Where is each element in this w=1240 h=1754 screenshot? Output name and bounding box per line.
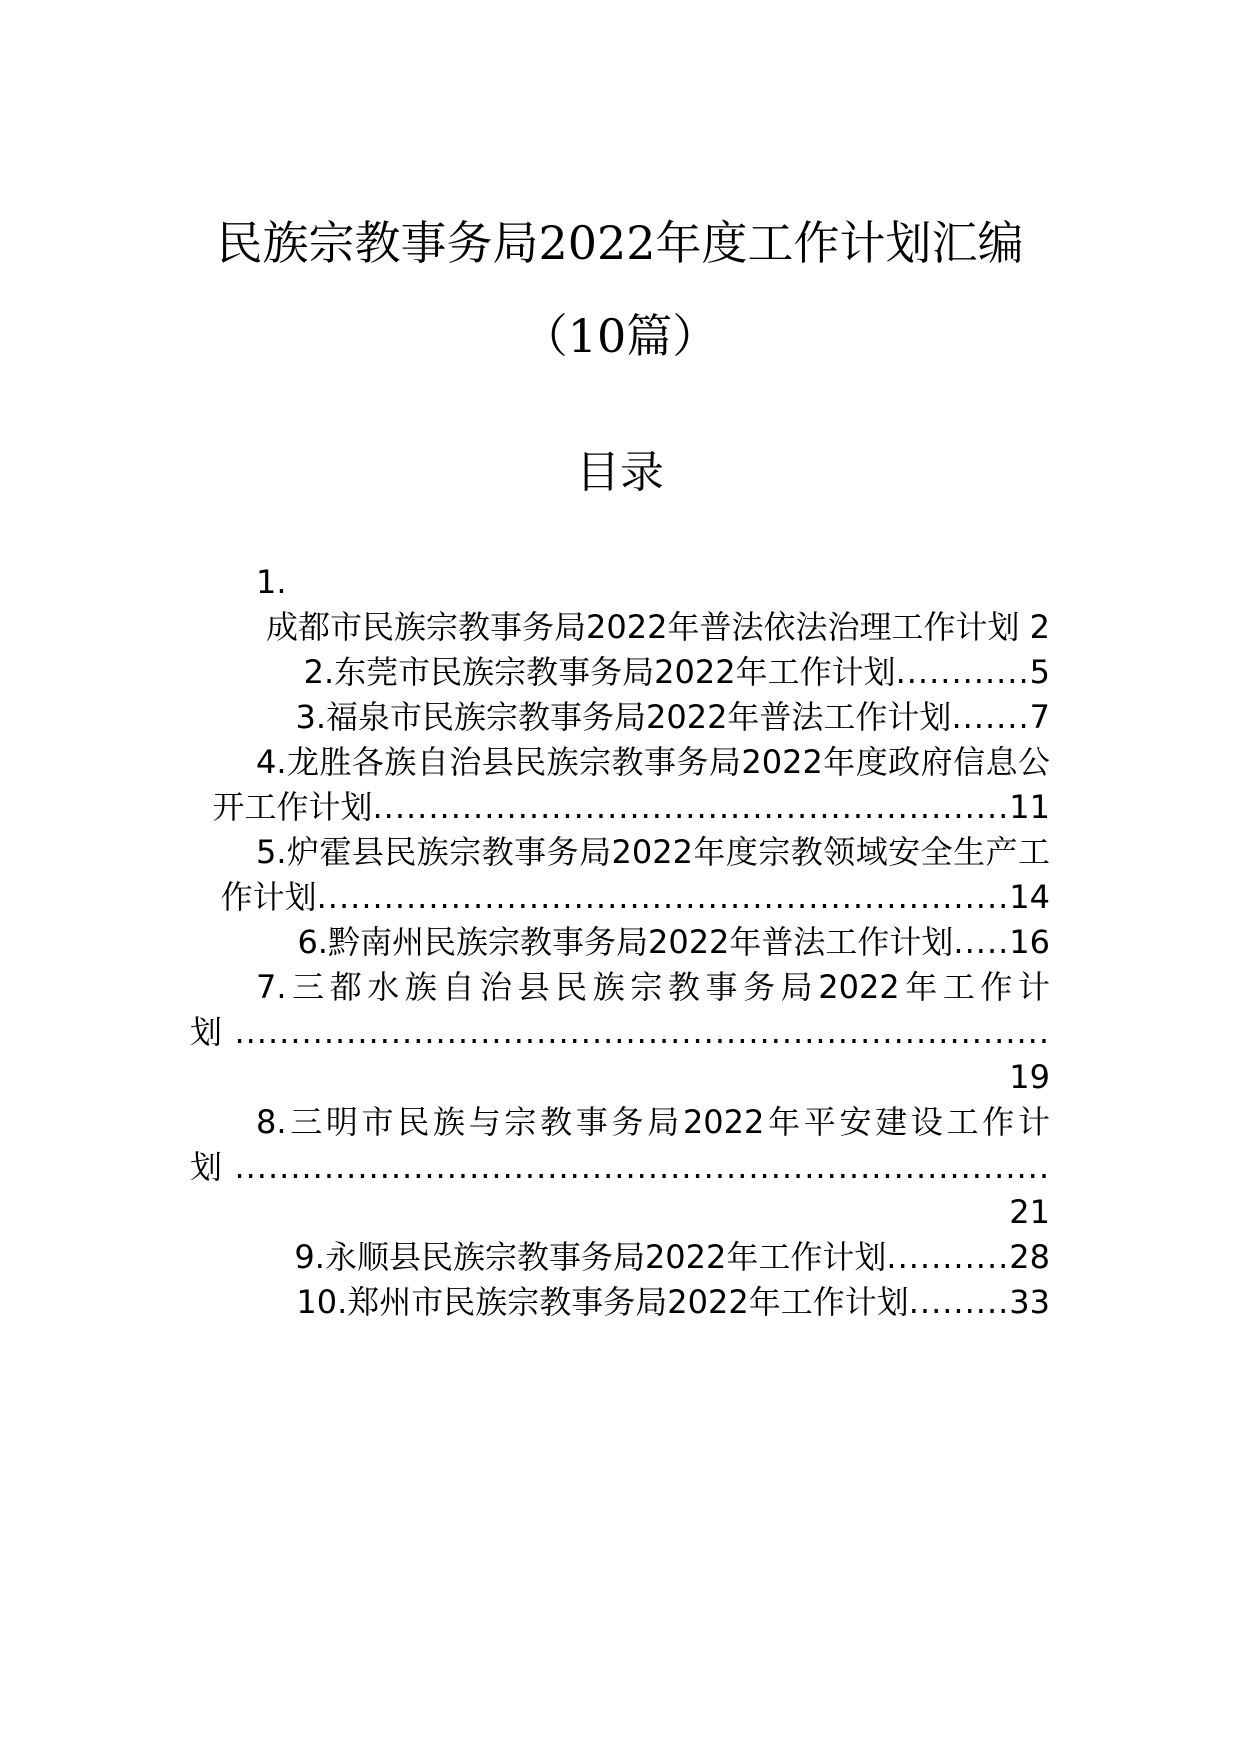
toc-entry-page: 33 (1009, 1283, 1050, 1321)
toc-heading: 目录 (576, 447, 664, 498)
toc-entry-10[interactable] (190, 1280, 1050, 1325)
toc-entry-number: 2. (303, 653, 335, 691)
toc-entry-page: 28 (1009, 1238, 1050, 1276)
toc-entry-dots: .............................................................. (316, 878, 1010, 916)
toc-entry-3[interactable] (190, 695, 1050, 740)
toc-entry-dots: ..... (953, 923, 1010, 961)
toc-entry-page: 7 (1029, 698, 1050, 736)
toc-entry-number: 8. (256, 1103, 287, 1141)
toc-entry-2[interactable] (190, 650, 1050, 695)
toc-entry-number: 1. (256, 563, 287, 601)
toc-entry-page: 21 (1009, 1193, 1050, 1231)
toc-entry-dots: ............ (895, 653, 1030, 691)
toc-entry-page: 2 (1029, 608, 1050, 646)
toc-entry-number: 4. (256, 743, 287, 781)
document-subtitle: （10篇） (521, 309, 719, 363)
toc-entry-number: 5. (256, 833, 287, 871)
toc-entry-text: 郑州市民族宗教事务局2022年工作计划 (347, 1283, 909, 1321)
toc-entry-text: 永顺县民族宗教事务局2022年工作计划 (324, 1238, 887, 1276)
toc-entry-dots: ......... (908, 1283, 1010, 1321)
toc-entry-5[interactable] (190, 830, 1050, 920)
toc-entry-page: 11 (1009, 788, 1050, 826)
toc-entry-text: 福泉市民族宗教事务局2022年普法工作计划 (325, 698, 952, 736)
toc-entry-number: 9. (294, 1238, 325, 1276)
table-of-contents (190, 560, 1050, 1325)
toc-entry-number: 7. (256, 968, 287, 1006)
toc-entry-text: 三都水族自治县民族宗教事务局2022年工作计划 (190, 968, 1050, 1051)
toc-entry-4[interactable] (190, 740, 1050, 830)
toc-entry-7[interactable] (190, 965, 1050, 1100)
toc-entry-text: 成都市民族宗教事务局2022年普法依法治理工作计划 (266, 608, 1020, 646)
toc-entry-text: 龙胜各族自治县民族宗教事务局2022年度政府信息公开工作计划 (212, 743, 1050, 826)
toc-entry-text: 黔南州民族宗教事务局2022年普法工作计划 (327, 923, 954, 961)
toc-entry-number: 3. (295, 698, 326, 736)
toc-entry-page: 16 (1009, 923, 1050, 961)
toc-entry-text: 三明市民族与宗教事务局2022年平安建设工作计划 (190, 1103, 1050, 1186)
toc-entry-dots: ......................................................................... (234, 1013, 1050, 1051)
toc-entry-text: 炉霍县民族宗教事务局2022年度宗教领域安全生产工作计划 (220, 833, 1050, 916)
toc-entry-1[interactable] (190, 560, 1050, 650)
toc-entry-6[interactable] (190, 920, 1050, 965)
toc-entry-8[interactable] (190, 1100, 1050, 1235)
toc-entry-page: 19 (1009, 1058, 1050, 1096)
toc-entry-page: 5 (1029, 653, 1050, 691)
toc-entry-dots (1019, 608, 1029, 646)
toc-entry-9[interactable] (190, 1235, 1050, 1280)
toc-entry-number: 10. (296, 1283, 348, 1321)
toc-entry-dots: ......................................................................... (234, 1148, 1050, 1186)
toc-entry-dots: ........... (886, 1238, 1010, 1276)
document-title: 民族宗教事务局2022年度工作计划汇编 (216, 216, 1024, 270)
toc-entry-dots: ....... (951, 698, 1030, 736)
toc-entry-number: 6. (297, 923, 328, 961)
toc-entry-text: 东莞市民族宗教事务局2022年工作计划 (334, 653, 896, 691)
toc-entry-page: 14 (1009, 878, 1050, 916)
toc-entry-dots: ......................................................... (372, 788, 1010, 826)
